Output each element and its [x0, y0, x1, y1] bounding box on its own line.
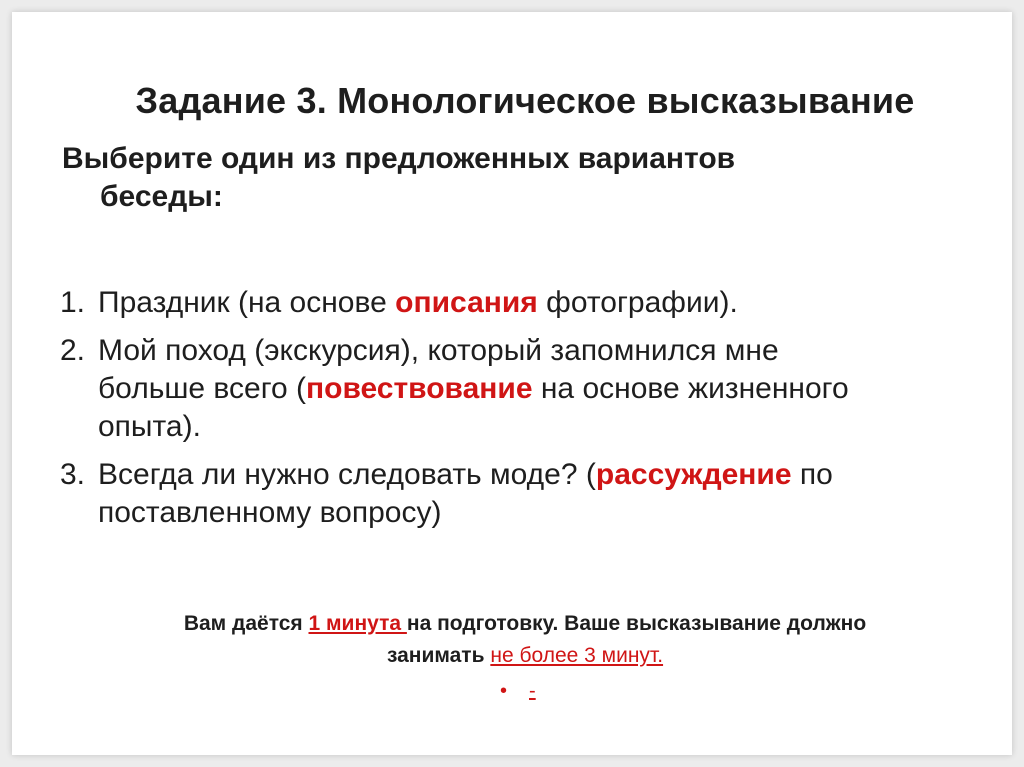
option-type-highlight: рассуждение	[595, 458, 792, 491]
option-text: Мой поход (экскурсия), который запомнился мне	[98, 334, 779, 367]
option-text: по	[791, 458, 833, 491]
note-text: занимать	[386, 644, 491, 667]
note-text: на подготовку. Ваше высказывание должно	[406, 612, 867, 635]
options-list	[60, 284, 990, 542]
option-text: фотографии).	[537, 286, 738, 319]
option-text: больше всего (	[98, 372, 307, 405]
bullet-mark: •	[500, 680, 508, 702]
option-item-1	[60, 284, 990, 322]
slide-title: Задание 3. Монологическое высказывание	[135, 80, 915, 121]
option-number: 1.	[60, 286, 86, 319]
instruction-line-1: Выберите один из предложенных вариантов	[62, 142, 736, 175]
instruction	[62, 140, 882, 216]
dash-mark: -	[529, 680, 536, 702]
option-text: поставленному вопросу)	[98, 496, 442, 529]
option-item-3	[60, 456, 990, 532]
note-text: Вам даётся	[183, 612, 309, 635]
option-text: Праздник (на основе	[98, 286, 396, 319]
option-number: 3.	[60, 458, 86, 491]
option-type-highlight: описания	[395, 286, 538, 319]
option-text: опыта).	[98, 410, 201, 443]
option-type-highlight: повествование	[306, 372, 533, 405]
prep-time-highlight: 1 минута	[308, 612, 407, 635]
instruction-line-2: беседы:	[100, 180, 223, 213]
option-item-2	[60, 332, 990, 446]
option-text: Всегда ли нужно следовать моде? (	[98, 458, 596, 491]
time-limit-highlight: не более 3 минут.	[490, 644, 664, 667]
empty-bullet	[500, 680, 536, 703]
option-number: 2.	[60, 334, 86, 367]
slide	[12, 12, 1012, 755]
option-text: на основе жизненного	[532, 372, 849, 405]
time-note	[12, 608, 1024, 672]
